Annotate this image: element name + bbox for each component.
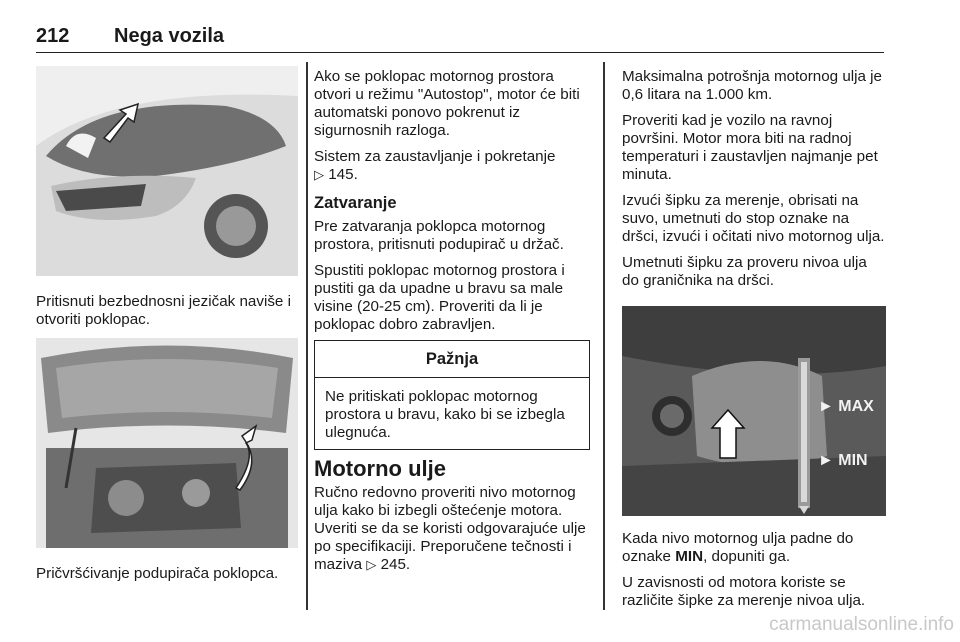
column-divider-2 (603, 62, 605, 610)
autostop-paragraph: Ako se poklopac motornog prostora otvori u režimu "Autostop", motor će biti automatski ponovo pokrenut iz sigurnosnih razloga. (314, 68, 580, 139)
caption-hood-release: Pritisnuti bezbednosni jezičak naviše i otvoriti poklopac. (36, 293, 291, 328)
column-2-bottom (314, 456, 594, 582)
dipstick-max-text: MAX (838, 398, 874, 415)
page-ref-icon: ▷ (366, 557, 377, 572)
column-divider-1 (306, 62, 308, 610)
dipstick-min-label: ► MIN (818, 452, 868, 469)
dipstick-variants-paragraph: U zavisnosti od motora koriste se različite šipke za merenje nivoa ulja. (622, 574, 866, 609)
page-ref-icon: ▷ (314, 167, 324, 182)
dipstick-max-label: ► MAX (818, 398, 874, 415)
caption-hood-support: Pričvršćivanje podupirača poklopca. (36, 565, 279, 582)
column-3-top (622, 68, 886, 298)
hood-release-photo (36, 66, 298, 276)
column-2-top (314, 68, 594, 342)
heading-engine-oil: Motorno ulje (314, 456, 446, 481)
column-1-caption-2 (36, 565, 300, 591)
notice-title: Pažnja (315, 341, 589, 378)
check-condition-paragraph: Proveriti kad je vozilo na ravnoj površini. Motor mora biti na radnoj temperaturi i zaustavljen najmanje pet minuta. (622, 112, 878, 183)
notice-text: Ne pritiskati poklopac motornog prostora u bravu, kako bi se izbegla ulegnuća. (325, 388, 565, 441)
stop-start-paragraph (314, 148, 594, 184)
stop-start-ref: 145. (328, 166, 358, 183)
closing-paragraph-1: Pre zatvaranja poklopca motornog prostora, pritisnuti podupirač u držač. (314, 218, 564, 253)
closing-paragraph-2: Spustiti poklopac motornog prostora i pustiti ga da upadne u bravu sa male visine (20-25 cm). Proveriti da li je poklopac dobro zabravljen. (314, 262, 565, 333)
column-1-caption-1 (36, 293, 300, 337)
engine-oil-ref: 245. (380, 556, 411, 573)
dipstick-insert-paragraph: Umetnuti šipku za proveru nivoa ulja do graničnika na dršci. (622, 254, 867, 289)
min-level-paragraph (622, 530, 886, 566)
stop-start-text: Sistem za zaustavljanje i pokretanje (314, 148, 556, 165)
min-level-mark: MIN (675, 548, 704, 565)
dipstick-photo (622, 306, 886, 516)
column-3-bottom (622, 530, 886, 618)
dipstick-min-text: MIN (838, 452, 868, 469)
engine-oil-paragraph (314, 484, 594, 574)
heading-closing: Zatvaranje (314, 194, 397, 212)
min-level-text-end: , dopuniti ga. (703, 548, 791, 565)
page-header (36, 22, 884, 53)
oil-consumption-paragraph: Maksimalna potrošnja motornog ulja je 0,6 litara na 1.000 km. (622, 68, 883, 103)
min-level-text: Kada nivo motornog ulja padne do oznake (622, 530, 854, 565)
engine-oil-text: Ručno redovno proveriti nivo motornog ulja kako bi izbegli oštećenje motora. Uveriti se da se koristi odgovarajuće ulje po specifikaciji. Preporučene tečnosti i maziva (314, 484, 586, 573)
section-title: Nega vozila (114, 25, 225, 47)
dipstick-procedure-paragraph: Izvući šipku za merenje, obrisati na suvo, umetnuti do stop oznake na dršci, izvući i očitati nivo motornog ulja. (622, 192, 885, 245)
page-number: 212 (36, 25, 70, 47)
watermark: carmanualsonline.info (769, 614, 954, 635)
notice-box (314, 340, 590, 450)
hood-support-photo (36, 338, 298, 548)
